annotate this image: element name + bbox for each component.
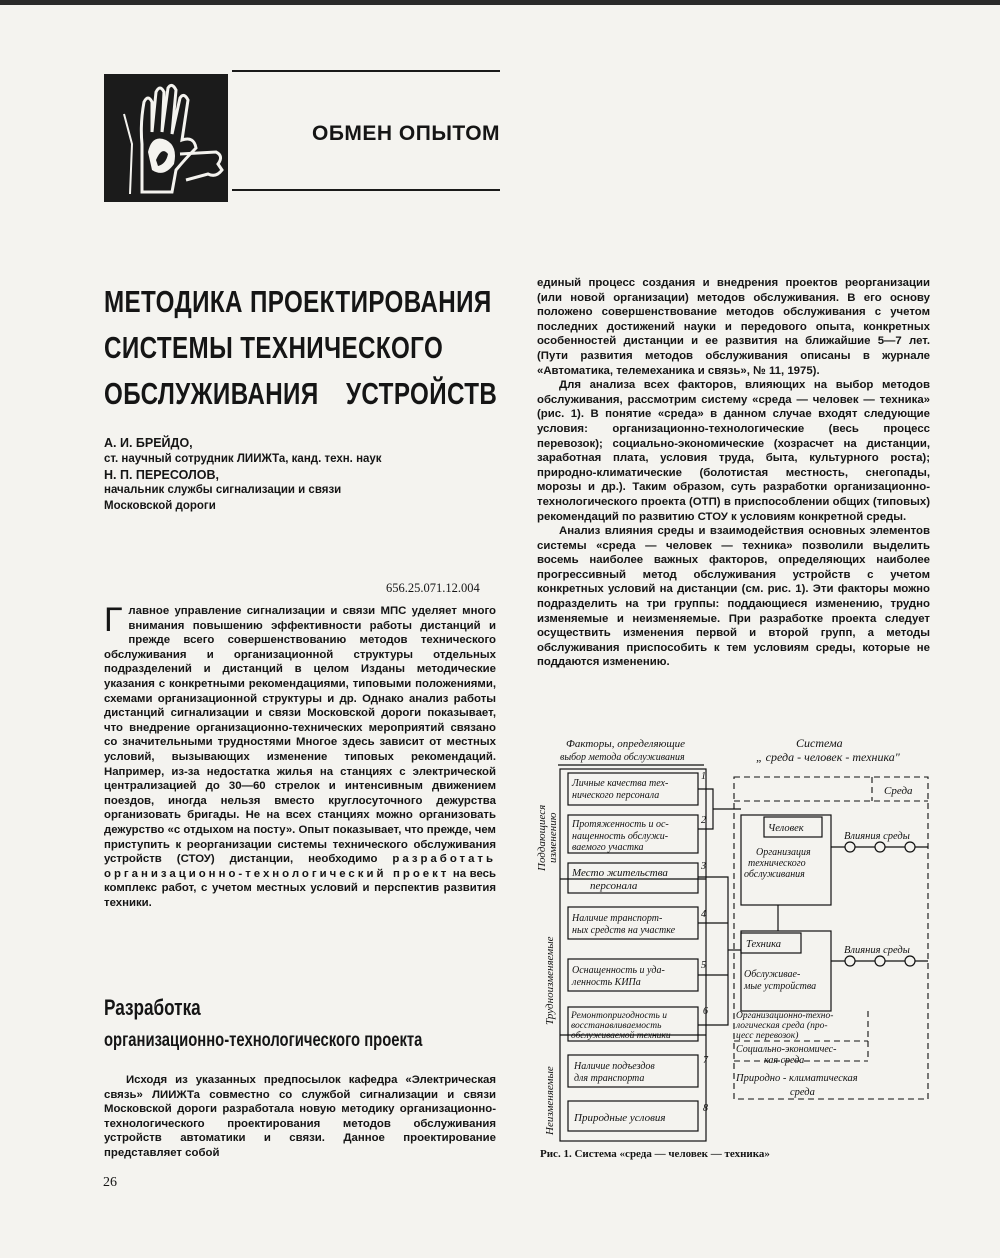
intro-paragraph xyxy=(104,601,496,910)
env-soc-line-1: Социально-экономичес- xyxy=(736,1044,837,1055)
env-nat-line-1: Природно - климатическая xyxy=(736,1073,858,1084)
factor-4-line-1: Наличие транспорт- xyxy=(572,913,663,924)
group-label-1-line-2: изменению xyxy=(547,812,559,863)
factor-3-num: 3 xyxy=(701,861,706,872)
factor-3-line-2: персонала xyxy=(590,880,638,892)
author-2-affiliation-line-2: Московской дороги xyxy=(104,500,216,512)
factor-2-line-1: Протяженность и ос- xyxy=(572,819,669,830)
top-edge-line xyxy=(0,0,1000,5)
factor-7-num: 7 xyxy=(703,1055,708,1066)
rubric-logo xyxy=(104,74,228,202)
figure-caption: Рис. 1. Система «среда — человек — техника» xyxy=(540,1148,770,1160)
env-nat-line-2: среда xyxy=(790,1087,815,1098)
rubric-title: ОБМЕН ОПЫТОМ xyxy=(312,122,501,145)
group-label-2: Трудноизменяемые xyxy=(544,936,556,1025)
factor-1-num: 1 xyxy=(701,771,706,782)
chelovek-label: Человек xyxy=(768,823,804,834)
factor-2-line-2: нащенность обслужи- xyxy=(572,831,669,842)
right-paragraph-2: Для анализа всех факторов, влияющих на выбор методов обслуживания, рассмотрим систему «среда — человек — техника» (рис. 1). В понятие «среда» в данном случае входят следующие условия: организационно-технологические (весь процесс перевозок); социально-экономические (хозрасчет на дистанции, заработная плата, условия труда, быта, культурного роста); природно-климатические (болотистая местность, снегопады, морозы и др.). Таким образом, суть разработки организационно-технологического проекта (ОТП) в приспособлении общих (типовых) рекомендаций по развитию СТОУ к условиям конкретной среды. xyxy=(537,379,930,523)
factor-5-line-2: ленность КИПа xyxy=(572,977,641,988)
left-header-line-2: выбор метода обслуживания xyxy=(560,752,685,763)
factor-5-num: 5 xyxy=(701,960,706,971)
author-1-name: А. И. БРЕЙДО, xyxy=(104,436,193,450)
factor-1-line-1: Личные качества тех- xyxy=(572,778,669,789)
left-header-line-1: Факторы, определяющие xyxy=(566,738,686,750)
drop-cap: Г xyxy=(104,601,123,639)
factor-1-line-2: нического персонала xyxy=(572,790,660,801)
factor-5-line-1: Оснащенность и уда- xyxy=(572,965,665,976)
tekhnika-sub-2: мые устройства xyxy=(744,981,817,992)
factor-4-num: 4 xyxy=(701,909,706,920)
tekhnika-sub-1: Обслуживае- xyxy=(744,969,801,980)
author-2-affiliation-line-1: начальник службы сигнализации и связи xyxy=(104,484,342,496)
influence-label-2: Влияния среды xyxy=(844,945,910,956)
section-paragraph-text: Исходя из указанных предпосылок кафедра «Электрическая связь» ЛИИЖТа совместно со службой сигнализации и связи Московской дороги разработала новую методику организационно-технологического проектирования методов обслуживания устройств автоматики и связи. Данное проектирование представляет собой xyxy=(104,1074,496,1159)
sreda-label: Среда xyxy=(884,785,913,797)
factor-8-num: 8 xyxy=(703,1103,708,1114)
rubric-top-rule xyxy=(232,70,500,72)
group-label-1-line-1: Поддающиеся xyxy=(536,804,548,871)
influence-label-1: Влияния среды xyxy=(844,831,910,842)
right-paragraph-3: Анализ влияния среды и взаимодействия основных элементов системы «среда — человек — техника» позволили выделить восемь наиболее важных факторов, определяющих наиболее прогрессивный метод обслуживания устройств с учетом конкретных условий на дистанции (см. рис. 1). Эти факторы можно подразделить на три группы: поддающиеся изменению, трудно изменяемые и неизменяемые. При разработке проекта следует осуществить изменения первой и второй групп, а методы обслуживания приспособить к тем условиям среды, которые не поддаются изменению. xyxy=(537,525,930,669)
page-number: 26 xyxy=(103,1175,117,1190)
intro-text: лавное управление сигнализации и связи МПС уделяет много внимания повышению эффективности работы дистанций и прежде всего совершенствованию методов технического обслуживания и организационной структуры отдельных подразделений и дистанций в целом Изданы методические указания с конкретными рекомендациями, типовыми положениями, схемами организационной структуры и др. Однако анализ работы дистанций сигнализации и связи Московской дороги показывает, что внедрение организационно-технических мероприятий связано со значительными трудностями Многое здесь зависит от местных условий, вызывающих изменение типовых рекомендаций. Например, из-за недостатка жилья на станциях с электрической централизацией до 30—60 стрелок и интенсивным движением поездов, иногда нельзя вместо круглосуточного дежурства организовать бригады. Не на всех станциях можно организовать дежурство «с отдыхом на посту». Опыт показывает, что прежде, чем приступить к реорганизации системы технического обслуживания устройств (СТОУ) дистанции, необходимо xyxy=(104,605,496,866)
env-org-line-2: логическая среда (про- xyxy=(736,1021,828,1031)
right-header-line-2: „ среда - человек - техника" xyxy=(756,750,900,764)
factor-6-line-1: Ремонтопригодность и xyxy=(571,1011,667,1021)
author-1-affiliation: ст. научный сотрудник ЛИИЖТа, канд. техн. наук xyxy=(104,453,382,465)
factor-7-line-2: для транспорта xyxy=(574,1073,645,1084)
intro-tail: на весь комплекс работ, с учетом местных условий и перспектив развития техники. xyxy=(104,867,496,909)
right-paragraph-1: единый процесс создания и внедрения проектов реорганизации (или новой организации) методов обслуживания. В его основу положено совершенствование методов обслуживания с учетом последних достижений науки и передового опыта, конкретных особенностей дистанции и ее развития на ближайшие 5—7 лет. (Пути развития методов обслуживания описаны в журнале «Автоматика, телемеханика и связь», № 11, 1975). xyxy=(537,277,930,377)
chelovek-sub-3: обслуживания xyxy=(744,869,805,880)
right-header-line-1: Система xyxy=(796,736,843,750)
factor-8-line-1: Природные условия xyxy=(574,1112,666,1124)
rubric-bottom-rule xyxy=(232,189,500,191)
factor-6-line-2: восстанавливаемость xyxy=(571,1021,662,1031)
udc-code: 656.25.071.12.004 xyxy=(386,581,480,595)
section-heading-line-2: организационно-технологического проекта xyxy=(104,1030,423,1051)
factor-2-line-3: ваемого участка xyxy=(572,842,644,853)
env-soc-line-2: кая среда xyxy=(764,1055,805,1066)
article-title-line-3: ОБСЛУЖИВАНИЯ УСТРОЙСТВ xyxy=(104,376,498,411)
factor-3-line-1: Место жительства xyxy=(572,867,668,879)
article-title-line-1: МЕТОДИКА ПРОЕКТИРОВАНИЯ xyxy=(104,284,492,319)
article-title-line-2: СИСТЕМЫ ТЕХНИЧЕСКОГО xyxy=(104,330,444,365)
section-paragraph xyxy=(104,1073,496,1161)
factor-7-line-1: Наличие подъездов xyxy=(574,1061,655,1072)
system-diagram xyxy=(528,735,932,1147)
factor-2-num: 2 xyxy=(701,815,706,826)
tekhnika-label: Техника xyxy=(746,939,782,950)
intro-emphasis: разработать организационно-технологический проект xyxy=(104,853,496,880)
factor-4-line-2: ных средств на участке xyxy=(572,925,676,936)
factor-6-line-3: обслуживаемой техники xyxy=(571,1031,671,1041)
env-org-line-1: Организационно-техно- xyxy=(736,1011,834,1021)
hands-icon xyxy=(104,74,228,202)
group-label-3: Неизменяемые xyxy=(544,1066,556,1135)
factor-6-num: 6 xyxy=(703,1006,708,1017)
chelovek-sub-1: Организация xyxy=(756,847,811,858)
section-heading-line-1: Разработка xyxy=(104,995,201,1020)
env-org-line-3: цесс перевозок) xyxy=(736,1031,799,1041)
author-2-name: Н. П. ПЕРЕСОЛОВ, xyxy=(104,468,220,482)
right-column xyxy=(537,276,930,670)
chelovek-sub-2: технического xyxy=(748,858,806,869)
